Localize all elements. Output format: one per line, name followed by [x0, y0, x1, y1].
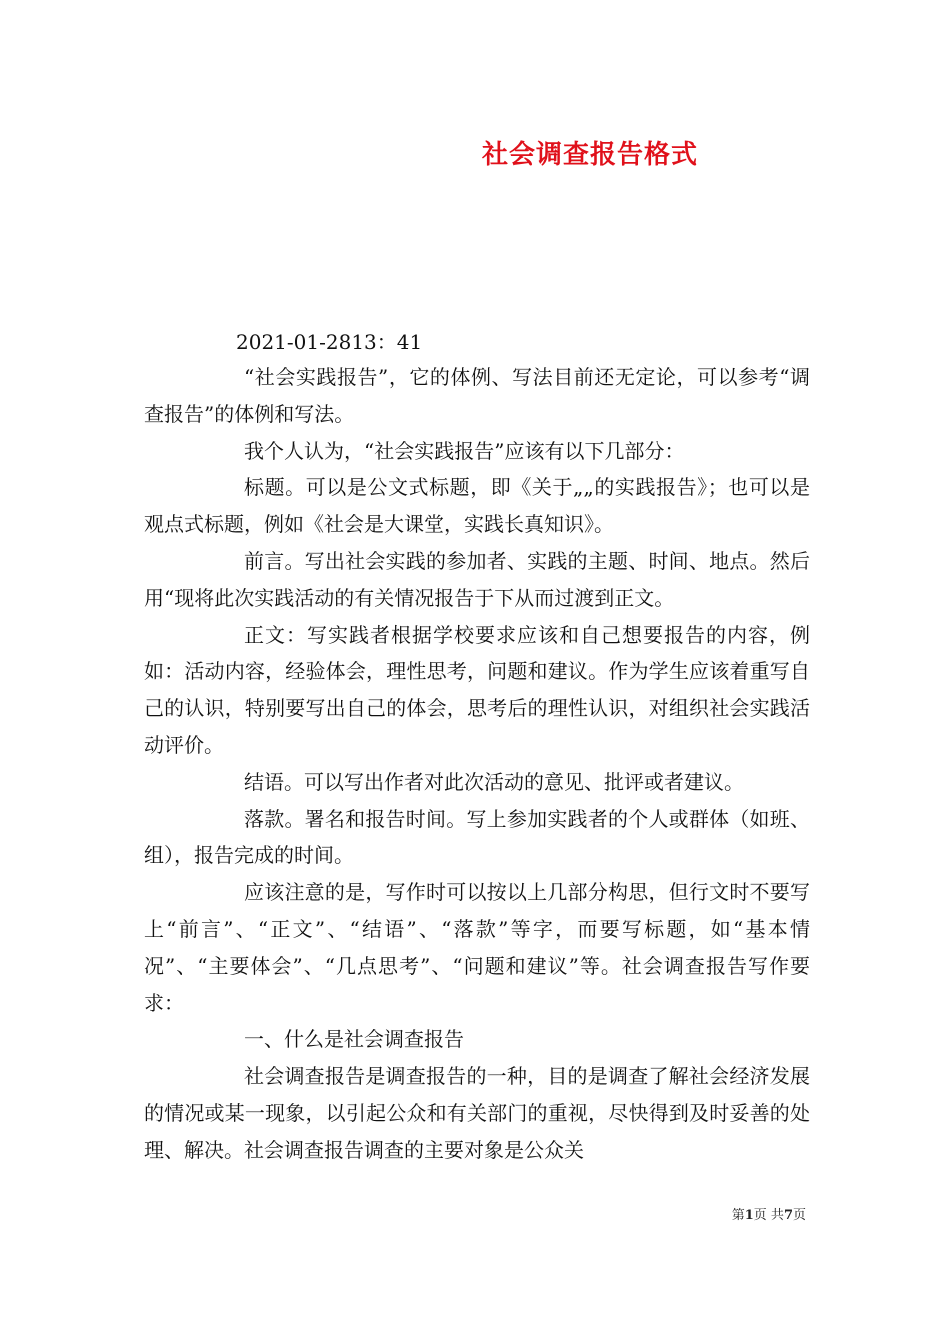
paragraph-intro: “社会实践报告”，它的体例、写法目前还无定论，可以参考“调查报告”的体例和写法。 [144, 365, 810, 426]
paragraph-body-section: 正文：写实践者根据学校要求应该和自己想要报告的内容，例如：活动内容，经验体会，理性思考，问题和建议。作为学生应该着重写自己的认识，特别要写出自己的体会，思考后的理性认识，对组织社会实践活动评价。 [144, 622, 810, 757]
footer-suffix: 页 [792, 1208, 806, 1223]
document-body [144, 325, 810, 1169]
paragraph-conclusion-section: 结语。可以写出作者对此次活动的意见、批评或者建议。 [244, 769, 744, 794]
page-footer [732, 1204, 806, 1223]
footer-middle: 页 共 [753, 1208, 784, 1223]
footer-prefix: 第 [731, 1208, 745, 1223]
paragraph-notes: 应该注意的是，写作时可以按以上几部分构思，但行文时不要写上“前言”、“正文”、“结语”、“落款”等字，而要写标题，如“基本情况”、“主要体会”、“几点思考”、“问题和建议”等。社会调查报告写作要求： [144, 880, 810, 1015]
footer-page-number: 1 [744, 1208, 754, 1223]
footer-total-pages: 7 [783, 1208, 793, 1223]
paragraph-opinion: 我个人认为，“社会实践报告”应该有以下几部分： [244, 438, 685, 463]
document-date: 2021-01-2813：41 [236, 330, 423, 354]
paragraph-preface-section: 前言。写出社会实践的参加者、实践的主题、时间、地点。然后用“现将此次实践活动的有关情况报告于下从而过渡到正文。 [144, 548, 810, 610]
document-title: 社会调查报告格式 [481, 140, 698, 170]
section-heading-1: 一、什么是社会调查报告 [244, 1027, 464, 1052]
paragraph-definition: 社会调查报告是调查报告的一种，目的是调查了解社会经济发展的情况或某一现象，以引起公众和有关部门的重视，尽快得到及时妥善的处理、解决。社会调查报告调查的主要对象是公众关 [144, 1064, 810, 1162]
paragraph-title-section: 标题。可以是公文式标题，即《关于„„的实践报告》；也可以是观点式标题，例如《社会是大课堂，实践长真知识》。 [144, 475, 810, 537]
paragraph-signature-section: 落款。署名和报告时间。写上参加实践者的个人或群体（如班、组），报告完成的时间。 [144, 806, 810, 868]
